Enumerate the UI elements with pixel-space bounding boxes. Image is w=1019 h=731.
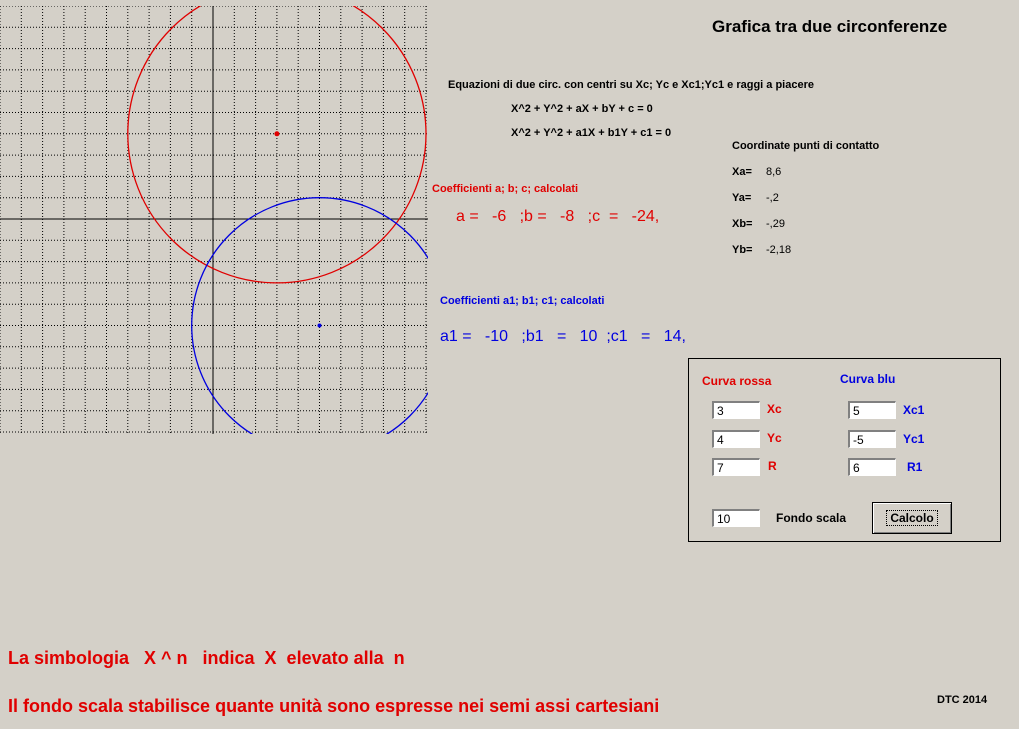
cartesian-plot xyxy=(0,6,428,434)
xc1-label: Xc1 xyxy=(903,403,925,417)
equation-red: X^2 + Y^2 + aX + bY + c = 0 xyxy=(511,103,653,115)
equations-heading: Equazioni di due circ. con centri su Xc; Yc e Xc1;Yc1 e raggi a piacere xyxy=(448,79,814,91)
footer-credit: DTC 2014 xyxy=(937,694,988,706)
contact-value-xa: 8,6 xyxy=(766,166,782,178)
blue-circle xyxy=(192,198,428,434)
yc-input[interactable]: 4 xyxy=(712,430,760,448)
contact-label-yb: Yb= xyxy=(732,244,753,256)
xc-input[interactable]: 3 xyxy=(712,401,760,419)
contact-label-xb: Xb= xyxy=(732,218,753,230)
blue-coefficients-heading: Coefficienti a1; b1; c1; calcolati xyxy=(440,295,605,307)
red-curve-heading: Curva rossa xyxy=(702,374,772,388)
note-scale: Il fondo scala stabilisce quante unità sono espresse nei semi assi cartesiani xyxy=(8,696,660,716)
contact-value-xb: -,29 xyxy=(766,218,785,230)
scale-label: Fondo scala xyxy=(776,511,847,525)
page-title: Grafica tra due circonferenze xyxy=(712,17,948,36)
r1-label: R1 xyxy=(907,460,923,474)
blue-coefficients-values: a1 = -10 ;b1 = 10 ;c1 = 14, xyxy=(440,328,686,345)
red-center-point xyxy=(274,131,279,136)
blue-curve-heading: Curva blu xyxy=(840,372,896,386)
yc-label: Yc xyxy=(767,431,782,445)
yc1-input[interactable]: -5 xyxy=(848,430,896,448)
contact-label-xa: Xa= xyxy=(732,166,752,178)
scale-input[interactable]: 10 xyxy=(712,509,760,527)
note-exponent: La simbologia X ^ n indica X elevato alla n xyxy=(8,648,405,668)
contact-label-ya: Ya= xyxy=(732,192,752,204)
r-label: R xyxy=(768,459,777,473)
plot-grid xyxy=(0,6,428,434)
xc-label: Xc xyxy=(767,402,782,416)
calcolo-button-label: Calcolo xyxy=(887,511,936,525)
xc1-input[interactable]: 5 xyxy=(848,401,896,419)
red-coefficients-values: a = -6 ;b = -8 ;c = -24, xyxy=(456,208,660,225)
r1-input[interactable]: 6 xyxy=(848,458,896,476)
calcolo-button[interactable] xyxy=(872,502,952,534)
contact-value-ya: -,2 xyxy=(766,192,779,204)
contact-value-yb: -2,18 xyxy=(766,244,792,256)
blue-center-point xyxy=(318,324,322,328)
contact-points-heading: Coordinate punti di contatto xyxy=(732,140,880,152)
equation-blue: X^2 + Y^2 + a1X + b1Y + c1 = 0 xyxy=(511,127,672,139)
yc1-label: Yc1 xyxy=(903,432,925,446)
red-coefficients-heading: Coefficienti a; b; c; calcolati xyxy=(432,183,579,195)
r-input[interactable]: 7 xyxy=(712,458,760,476)
